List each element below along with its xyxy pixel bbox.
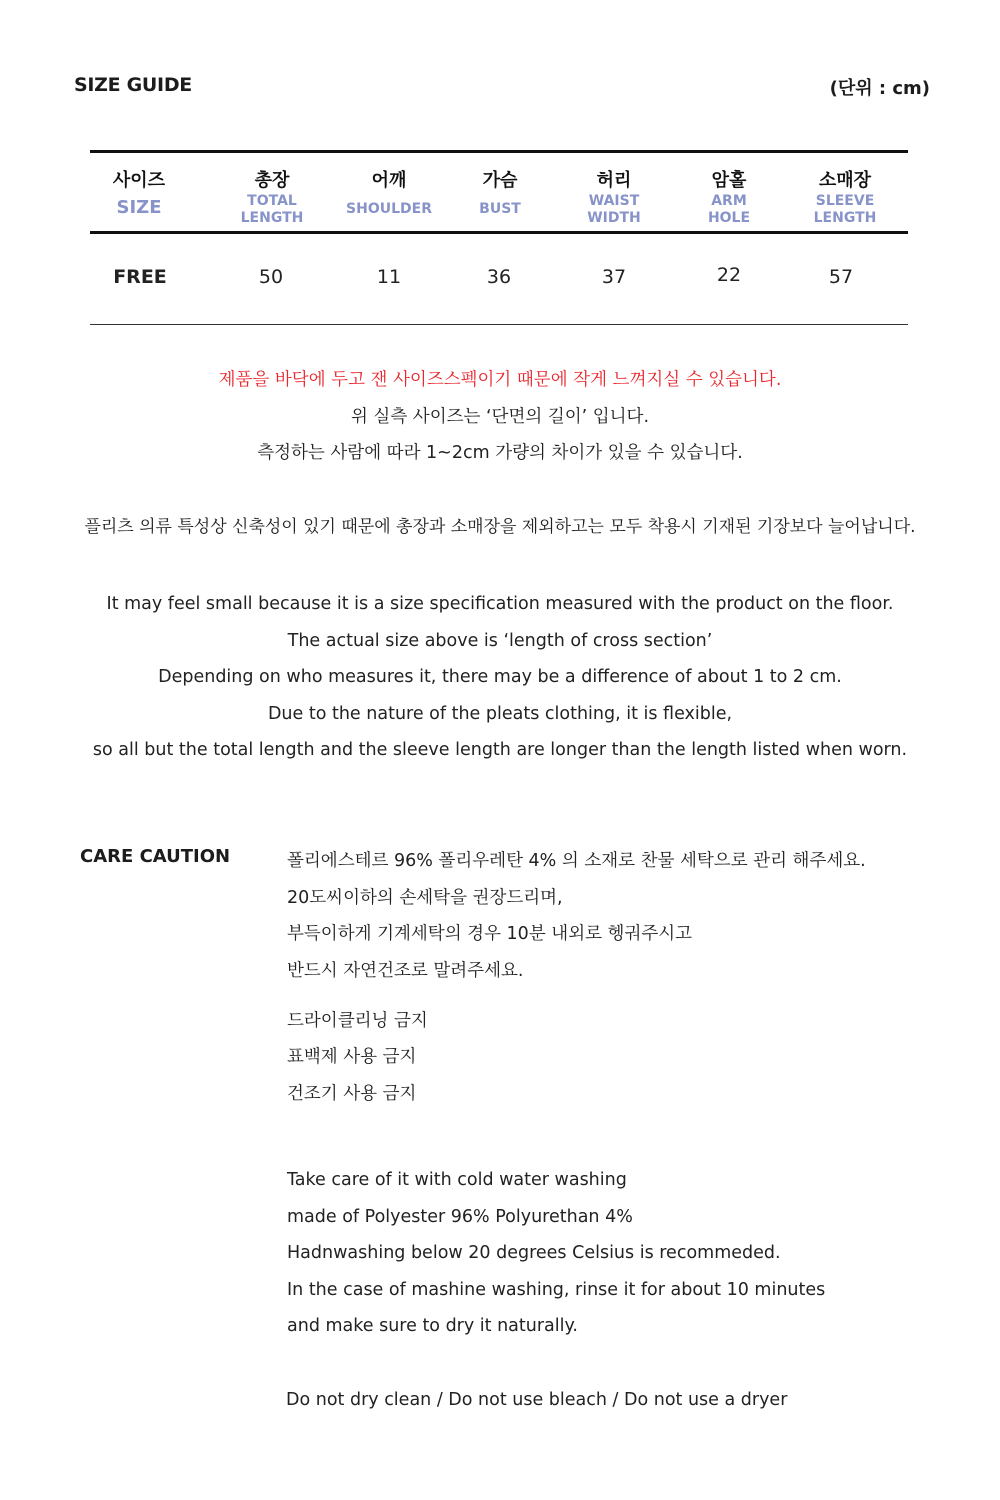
difference-note: 측정하는 사람에 따라 1~2cm 가량의 차이가 있을 수 있습니다. (257, 443, 743, 463)
care-kr-line: 드라이클리닝 금지 (287, 1011, 428, 1031)
col-total-length-kr: 총장 (254, 170, 290, 191)
col-waist-kr: 허리 (596, 170, 632, 191)
col-sleeve-en-line1: SLEEVE (815, 193, 875, 209)
table-bottom-rule (90, 324, 908, 325)
col-armhole-kr: 암홀 (711, 170, 747, 191)
table-header-rule (90, 231, 908, 234)
col-armhole-en-line1: ARM (711, 193, 747, 209)
care-en-line: In the case of mashine washing, rinse it for about 10 minutes (287, 1280, 826, 1300)
care-en-line: and make sure to dry it naturally. (287, 1316, 578, 1336)
english-note-line: Depending on who measures it, there may be a difference of about 1 to 2 cm. (158, 667, 842, 687)
care-en-line: made of Polyester 96% Polyurethan 4% (287, 1207, 633, 1227)
care-en-line: Hadnwashing below 20 degrees Celsius is recommeded. (287, 1243, 781, 1263)
english-note-line: Due to the nature of the pleats clothing, it is flexible, (267, 704, 733, 724)
english-note-line: It may feel small because it is a size specification measured with the product on the floor. (106, 594, 894, 614)
care-kr-line: 20도씨이하의 손세탁을 권장드리며, (287, 888, 563, 908)
col-waist-en-line1: WAIST (588, 193, 640, 209)
care-kr-line: 폴리에스테르 96% 폴리우레탄 4% 의 소재로 찬물 세탁으로 관리 해주세요. (287, 851, 866, 871)
care-kr-line: 건조기 사용 금지 (287, 1084, 417, 1104)
col-sleeve-en-line2: LENGTH (813, 210, 877, 226)
col-sleeve-kr: 소매장 (818, 170, 872, 191)
col-total-length-en-line1: TOTAL (247, 193, 297, 209)
care-en-line: Take care of it with cold water washing (287, 1170, 627, 1190)
col-size-en: SIZE (116, 197, 162, 218)
table-top-rule (90, 150, 908, 153)
warning-note: 제품을 바닥에 두고 잰 사이즈스펙이기 때문에 작게 느껴지실 수 있습니다. (218, 370, 782, 390)
care-en-line: Do not dry clean / Do not use bleach / Do not use a dryer (286, 1390, 788, 1410)
unit-label: (단위 : cm) (829, 78, 930, 99)
english-note-line: so all but the total length and the sleeve length are longer than the length listed when worn. (92, 740, 908, 760)
col-total-length-en-line2: LENGTH (240, 210, 304, 226)
cell-total-length: 50 (258, 266, 284, 288)
care-caution-title: CARE CAUTION (80, 846, 231, 867)
care-kr-line: 부득이하게 기계세탁의 경우 10분 내외로 헹궈주시고 (287, 924, 693, 944)
pleats-note: 플리츠 의류 특성상 신축성이 있기 때문에 총장과 소매장을 제외하고는 모두 착용시 기재된 기장보다 늘어납니다. (84, 517, 916, 537)
col-shoulder-kr: 어깨 (371, 170, 407, 191)
col-bust-kr: 가슴 (482, 170, 518, 191)
col-sleeve-en (775, 193, 915, 227)
col-size-kr: 사이즈 (112, 170, 166, 191)
col-armhole-en-line2: HOLE (707, 210, 751, 226)
col-shoulder-en: SHOULDER (346, 201, 432, 217)
measure-note: 위 실측 사이즈는 ‘단면의 길이’ 입니다. (350, 407, 650, 427)
cell-armhole: 22 (716, 264, 742, 286)
cell-shoulder: 11 (376, 266, 402, 288)
col-bust-en: BUST (479, 201, 521, 217)
care-kr-line: 반드시 자연건조로 말려주세요. (287, 961, 524, 981)
cell-bust: 36 (486, 266, 512, 288)
cell-size: FREE (113, 266, 167, 288)
size-guide-title: SIZE GUIDE (74, 74, 192, 96)
cell-waist: 37 (601, 266, 627, 288)
col-waist-en-line2: WIDTH (587, 210, 641, 226)
care-kr-line: 표백제 사용 금지 (287, 1047, 417, 1067)
english-note-line: The actual size above is ‘length of cross section’ (287, 631, 713, 651)
cell-sleeve: 57 (828, 266, 854, 288)
